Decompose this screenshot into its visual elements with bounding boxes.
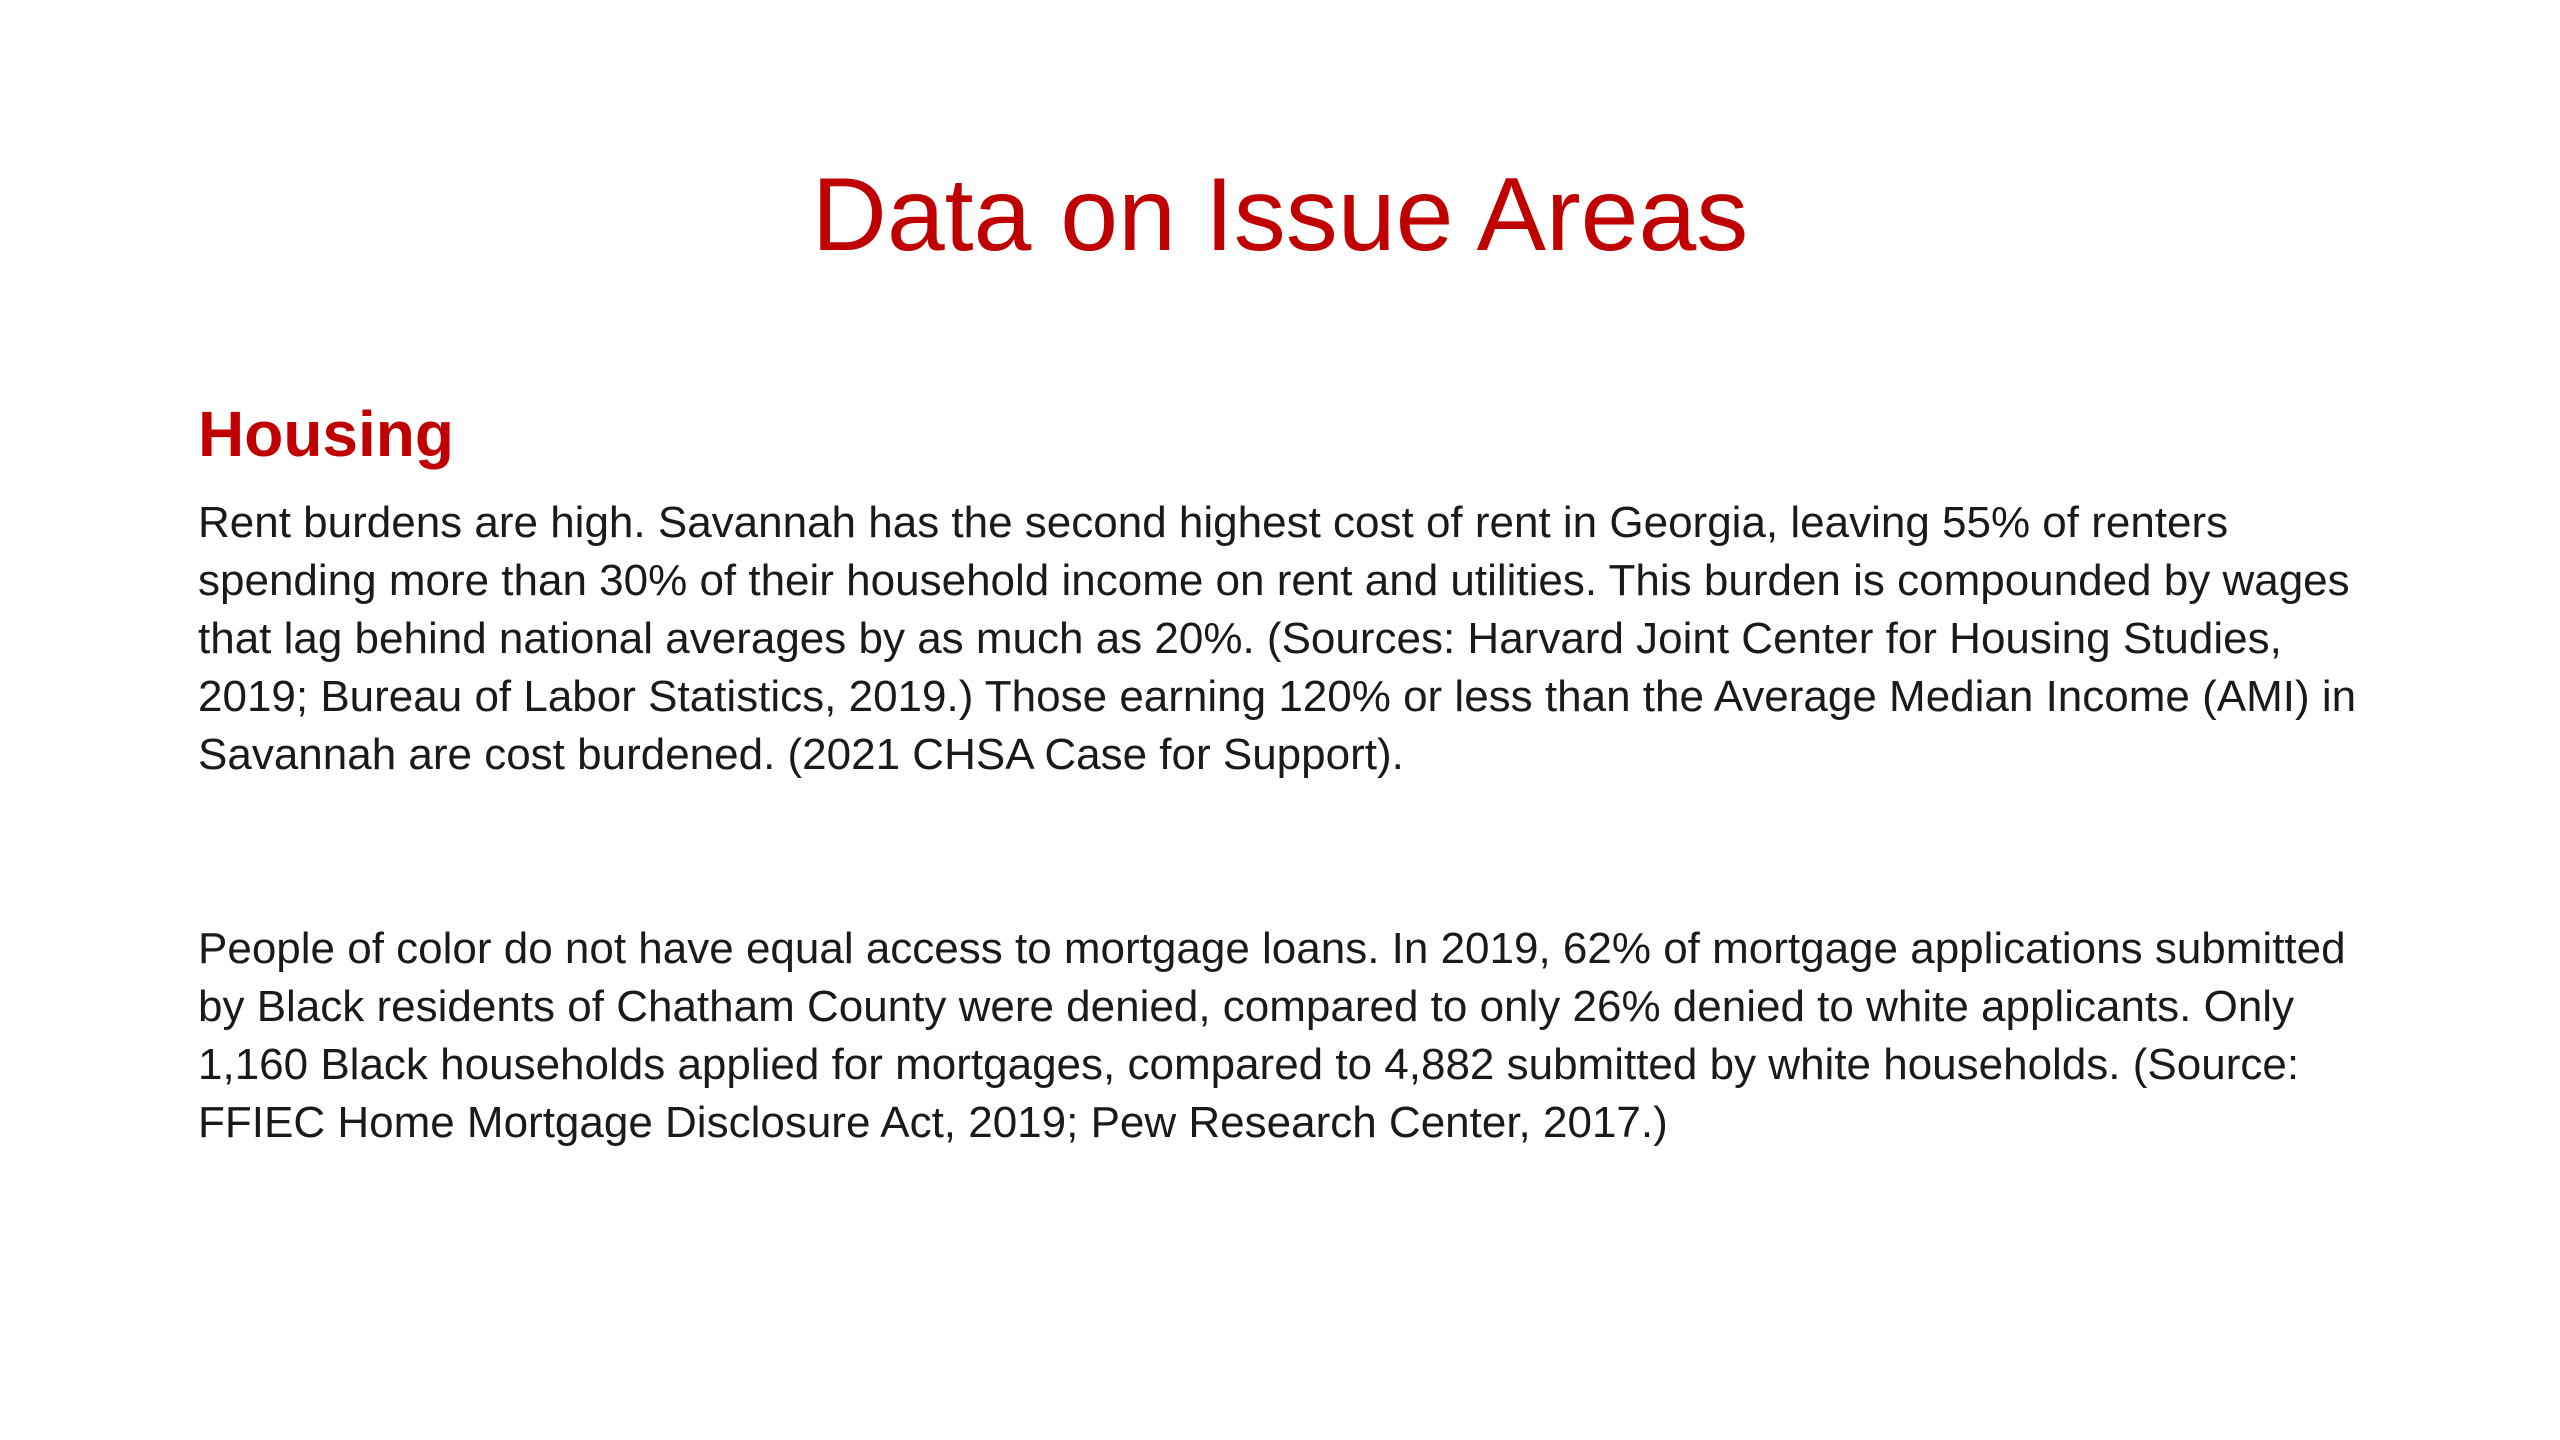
paragraph-rent-burden: Rent burdens are high. Savannah has the second highest cost of rent in Georgia, leaving 55% of renters spending more than 30% of their household income on rent and utilities. This burden is compounded by wages that lag behind national averages by as much as 20%. (Sources: Harvard Joint Center for Housing Studies, 2019; Bureau of Labor Statistics, 2019.) Those earning 120% or less than the Average Median Income (AMI) in Savannah are cost burdened. (2021 CHSA Case for Support). [198,498,2357,779]
section-heading-housing: Housing [198,398,454,470]
paragraph-mortgage-access: People of color do not have equal access to mortgage loans. In 2019, 62% of mortgage applications submitted by Black residents of Chatham County were denied, compared to only 26% denied to white applicants. Only 1,160 Black households applied for mortgages, compared to 4,882 submitted by white households. (Source: FFIEC Home Mortgage Disclosure Act, 2019; Pew Research Center, 2017.) [198,924,2346,1147]
slide-content [198,396,2398,1152]
slide-title: Data on Issue Areas [811,157,1749,273]
